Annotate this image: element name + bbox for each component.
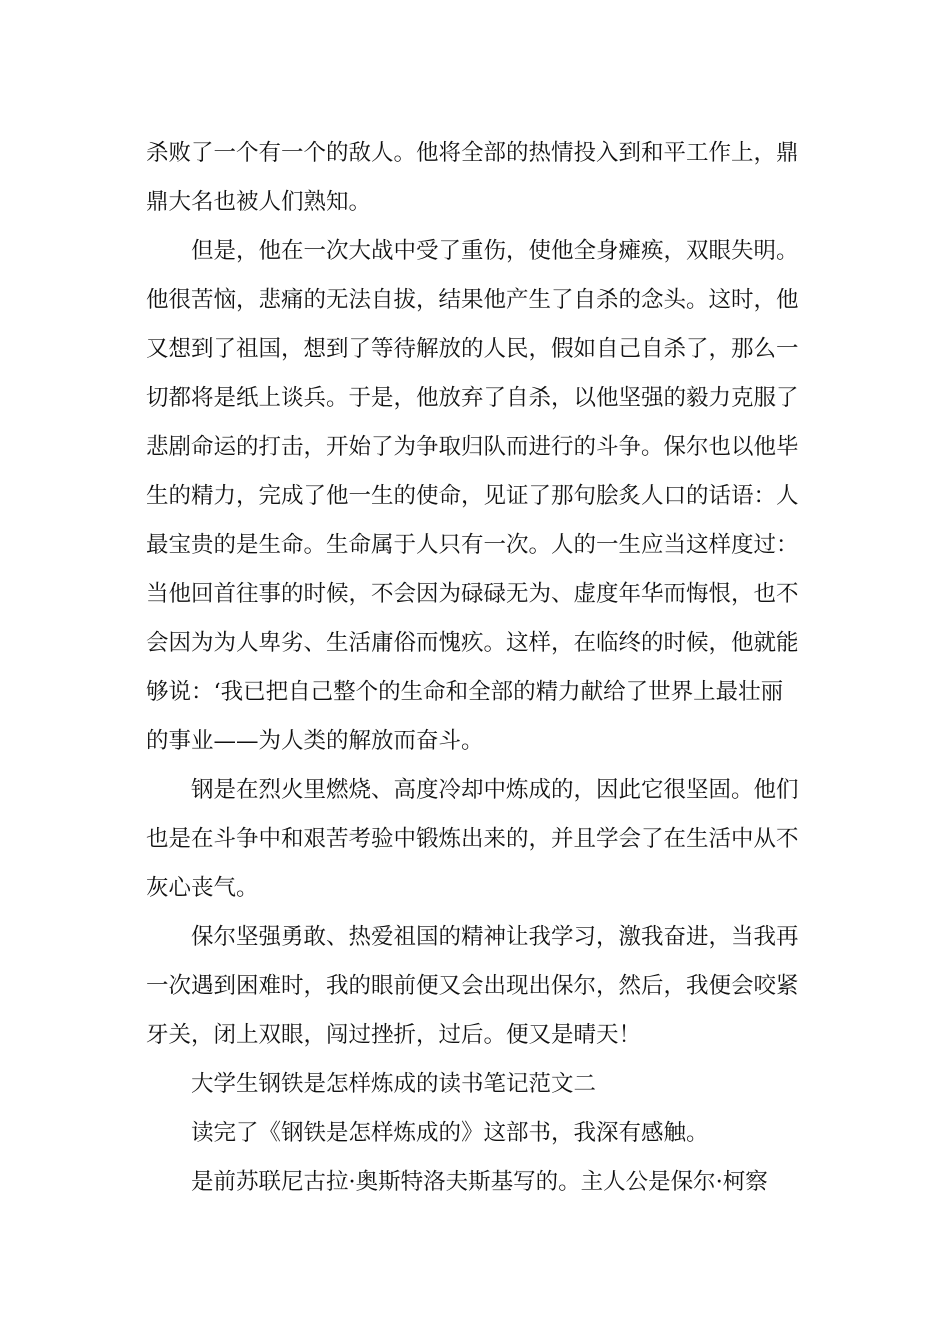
text-line: 鼎大名也被人们熟知。 xyxy=(146,189,372,215)
paragraph-3 xyxy=(146,766,808,913)
paragraph-5 xyxy=(146,1109,808,1158)
text-line: 牙关，闭上双眼，闯过挫折，过后。便又是晴天！ xyxy=(146,1022,642,1048)
text-line: 的事业——为人类的解放而奋斗。 xyxy=(146,728,484,754)
text-line: 最宝贵的是生命。生命属于人只有一次。人的一生应当这样度过： xyxy=(146,532,799,558)
text-line: 够说：‘我已把自己整个的生命和全部的精力献给了世界上最壮丽 xyxy=(146,679,784,705)
text-line: 杀败了一个有一个的敌人。他将全部的热情投入到和平工作上，鼎 xyxy=(146,140,799,166)
paragraph-4 xyxy=(146,913,808,1060)
document-body xyxy=(146,129,808,1207)
text-line: 会因为为人卑劣、生活庸俗而愧疚。这样，在临终的时候，他就能 xyxy=(146,630,799,656)
text-line: 一次遇到困难时，我的眼前便又会出现出保尔，然后，我便会咬紧 xyxy=(146,973,799,999)
text-line: 读完了《钢铁是怎样炼成的》这部书，我深有感触。 xyxy=(191,1120,709,1146)
section-heading xyxy=(146,1060,808,1109)
paragraph-1 xyxy=(146,129,808,227)
text-line: 但是，他在一次大战中受了重伤，使他全身瘫痪，双眼失明。 xyxy=(191,238,799,264)
text-line: 又想到了祖国，想到了等待解放的人民，假如自己自杀了，那么一 xyxy=(146,336,799,362)
text-line: 钢是在烈火里燃烧、高度冷却中炼成的，因此它很坚固。他们 xyxy=(191,777,799,803)
text-line: 保尔坚强勇敢、热爱祖国的精神让我学习，激我奋进，当我再 xyxy=(191,924,799,950)
paragraph-2 xyxy=(146,227,808,766)
text-line: 也是在斗争中和艰苦考验中锻炼出来的，并且学会了在生活中从不 xyxy=(146,826,799,852)
paragraph-6 xyxy=(146,1158,808,1207)
text-line: 他很苦恼，悲痛的无法自拔，结果他产生了自杀的念头。这时，他 xyxy=(146,287,799,313)
text-line: 灰心丧气。 xyxy=(146,875,259,901)
text-line: 生的精力，完成了他一生的使命，见证了那句脍炙人口的话语：人 xyxy=(146,483,799,509)
text-line: 是前苏联尼古拉·奥斯特洛夫斯基写的。主人公是保尔·柯察 xyxy=(191,1169,768,1195)
text-line: 当他回首往事的时候，不会因为碌碌无为、虚度年华而悔恨，也不 xyxy=(146,581,799,607)
text-line: 大学生钢铁是怎样炼成的读书笔记范文二 xyxy=(191,1071,597,1097)
text-line: 悲剧命运的打击，开始了为争取归队而进行的斗争。保尔也以他毕 xyxy=(146,434,799,460)
text-line: 切都将是纸上谈兵。于是，他放弃了自杀，以他坚强的毅力克服了 xyxy=(146,385,799,411)
